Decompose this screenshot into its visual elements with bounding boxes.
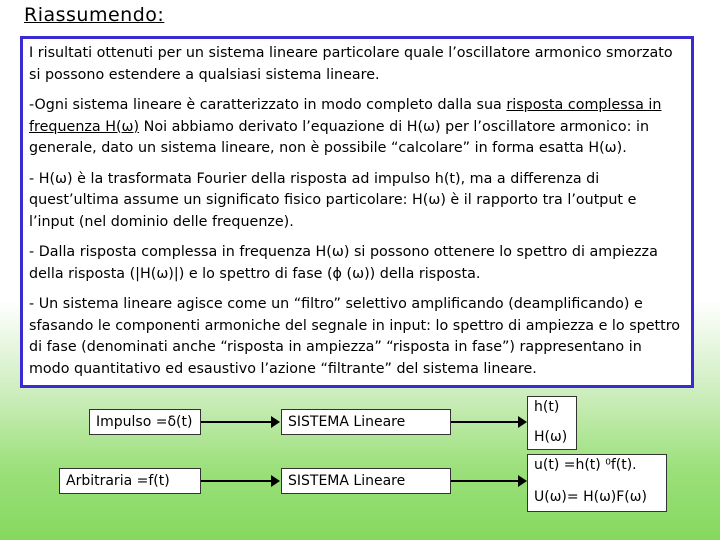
output-2-time-domain: u(t) =h(t) ⁰f(t). — [534, 457, 637, 473]
system-box-2 — [281, 468, 451, 494]
arrow-arbitrary-to-system — [201, 480, 278, 482]
arrow-impulse-to-system — [201, 421, 278, 423]
impulse-input-box — [89, 409, 201, 435]
output-1-time-domain: h(t) — [534, 399, 560, 415]
output-1-frequency-domain: H(ω) — [534, 429, 568, 445]
paragraph-spectra: - Dalla risposta complessa in frequenza H(ω) si possono ottenere lo spettro di ampiezza della risposta (|H(ω)|) e lo spettro di fase (ϕ (ω)) della risposta. — [29, 244, 658, 282]
paragraph-frequency-response-end: Noi abbiamo derivato l’equazione di H(ω) per l’oscillatore armonico: in generale, dato un sistema lineare, non è possibile “calcolare” in forma esatta H(ω). — [29, 118, 650, 156]
intro-paragraph: I risultati ottenuti per un sistema lineare particolare quale l’oscillatore armonico smorzato si possono estendere a qualsiasi sistema lineare. — [29, 45, 673, 83]
arbitrary-input-label: Arbitraria =f(t) — [66, 473, 170, 489]
impulse-input-label: Impulso =δ(t) — [96, 414, 193, 430]
output-2-frequency-domain: U(ω)= H(ω)F(ω) — [534, 489, 647, 505]
system-box-1 — [281, 409, 451, 435]
summary-text-panel — [20, 36, 694, 388]
system-label-2: SISTEMA Lineare — [288, 473, 406, 489]
output-box-1 — [527, 396, 577, 450]
paragraph-frequency-response — [29, 95, 685, 160]
slide-title: Riassumendo: — [24, 4, 165, 26]
output-box-2 — [527, 454, 667, 512]
paragraph-frequency-response-start: -Ogni sistema lineare è caratterizzato in modo completo dalla sua — [29, 97, 507, 113]
paragraph-filter: - Un sistema lineare agisce come un “filtro” selettivo amplificando (deamplificando) e sfasando le componenti armoniche del segnale in input: lo spettro di ampiezza e lo spettro di fase (denominati anche “risposta in ampiezza” “risposta in fase”) rappresentano in modo quantitativo ed esaustivo l’azione “filtrante” del sistema lineare. — [29, 296, 681, 377]
frequency-response-term: risposta complessa in frequenza H(ω) — [29, 97, 662, 135]
paragraph-fourier-transform: - H(ω) è la trasformata Fourier della risposta ad impulso h(t), ma a differenza di quest’ultima assume un significato fisico particolare: H(ω) è il rapporto tra l’output e l’input (nel dominio delle frequenze). — [29, 170, 637, 230]
arrow-system-to-output-2 — [451, 480, 525, 482]
arbitrary-input-box — [59, 468, 201, 494]
system-label-1: SISTEMA Lineare — [288, 414, 406, 430]
arrow-system-to-output-1 — [451, 421, 525, 423]
